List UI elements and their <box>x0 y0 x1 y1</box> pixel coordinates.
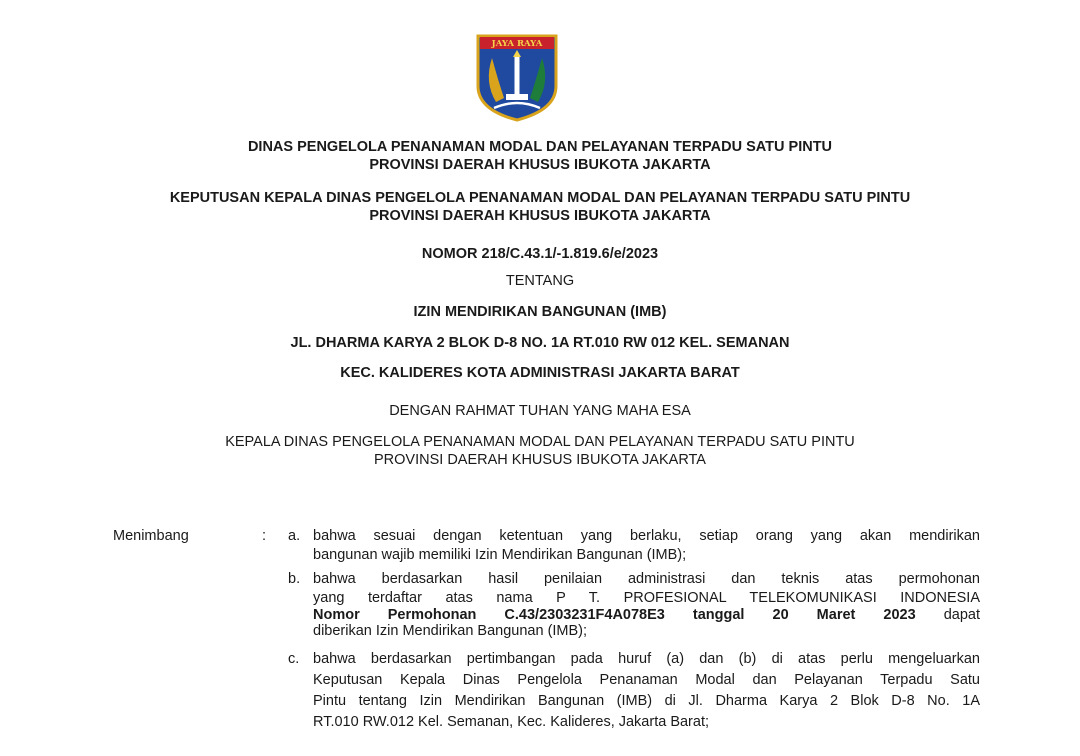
item-c-line-4: RT.010 RW.012 Kel. Semanan, Kec. Kalideres, Jakarta Barat; <box>313 714 710 730</box>
jakarta-emblem-logo <box>474 32 560 122</box>
agency-name-line-1: DINAS PENGELOLA PENANAMAN MODAL DAN PELAYANAN TERPADU SATU PINTU <box>247 139 833 155</box>
about-label: TENTANG <box>505 273 575 289</box>
address-line-2: KEC. KALIDERES KOTA ADMINISTRASI JAKARTA BARAT <box>340 365 740 381</box>
decree-title-line-1: KEPUTUSAN KEPALA DINAS PENGELOLA PENANAMAN MODAL DAN PELAYANAN TERPADU SATU PINTU <box>169 190 911 206</box>
item-a-text <box>313 527 980 565</box>
logo-banner-text: JAYA RAYA <box>491 39 543 49</box>
item-c-text <box>313 649 980 733</box>
blessing-line: DENGAN RAHMAT TUHAN YANG MAHA ESA <box>389 403 691 419</box>
item-c-letter: c. <box>288 651 300 667</box>
item-b-letter: b. <box>288 571 301 587</box>
item-b-line-4: diberikan Izin Mendirikan Bangunan (IMB); <box>313 623 588 639</box>
considering-colon: : <box>262 528 267 544</box>
decree-number: NOMOR 218/C.43.1/-1.819.6/e/2023 <box>421 246 659 262</box>
address-line-1: JL. DHARMA KARYA 2 BLOK D-8 NO. 1A RT.010 RW 012 KEL. SEMANAN <box>290 335 790 351</box>
item-b-line-1: bahwa berdasarkan hasil penilaian administrasi dan teknis atas permohonan <box>313 571 980 587</box>
item-a-line-2: bangunan wajib memiliki Izin Mendirikan Bangunan (IMB); <box>313 547 687 563</box>
item-b-line-3-rest: dapat <box>915 607 980 623</box>
considering-label: Menimbang <box>113 528 189 544</box>
item-c-line-2: Keputusan Kepala Dinas Pengelola Penanaman Modal dan Pelayanan Terpadu Satu <box>313 672 980 688</box>
item-b-text <box>313 570 980 638</box>
decree-subject: IZIN MENDIRIKAN BANGUNAN (IMB) <box>413 304 667 320</box>
item-b-line-2: yang terdaftar atas nama P T. PROFESIONAL TELEKOMUNIKASI INDONESIA <box>313 590 980 606</box>
item-c-line-3: Pintu tentang Izin Mendirikan Bangunan (IMB) di Jl. Dharma Karya 2 Blok D-8 No. 1A <box>313 693 980 709</box>
head-title-line-2: PROVINSI DAERAH KHUSUS IBUKOTA JAKARTA <box>374 452 706 468</box>
item-a-line-1: bahwa sesuai dengan ketentuan yang berlaku, setiap orang yang akan mendirikan <box>313 528 980 544</box>
item-b-permit-number: Nomor Permohonan C.43/2303231F4A078E3 tanggal 20 Maret 2023 <box>313 607 916 623</box>
head-title-line-1: KEPALA DINAS PENGELOLA PENANAMAN MODAL DAN PELAYANAN TERPADU SATU PINTU <box>225 434 855 450</box>
agency-name-line-2: PROVINSI DAERAH KHUSUS IBUKOTA JAKARTA <box>369 157 711 173</box>
decree-title-line-2: PROVINSI DAERAH KHUSUS IBUKOTA JAKARTA <box>369 208 711 224</box>
item-c-line-1: bahwa berdasarkan pertimbangan pada huruf (a) dan (b) di atas perlu mengeluarkan <box>313 651 980 667</box>
item-a-letter: a. <box>288 528 301 544</box>
